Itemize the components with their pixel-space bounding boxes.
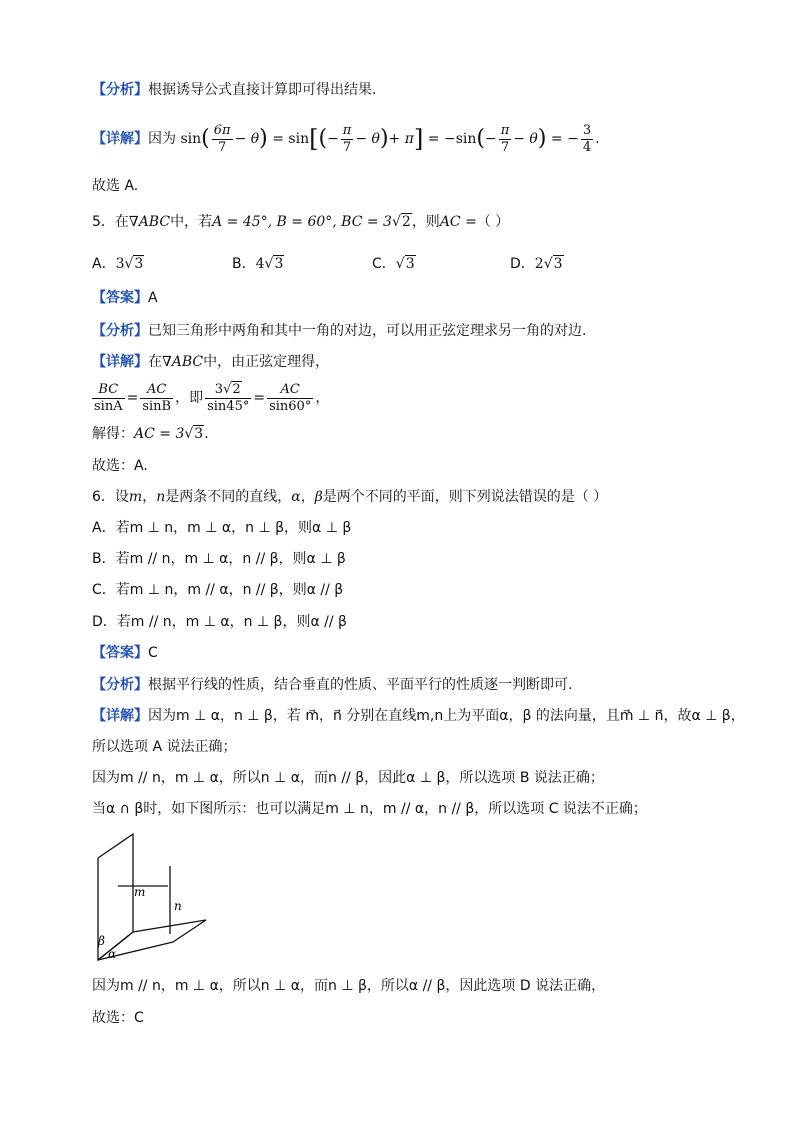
q6-detail-line-4: 当α ∩ β时，如下图所示：也可以满足m ⊥ n，m // α，n // β，所以选项 C 说法不正确； (92, 801, 647, 817)
q6-after-line-1: 因为m // n，m ⊥ α，所以n ⊥ α，而n ⊥ β，所以α // β，因此选项 D 说法正确， (92, 978, 606, 994)
q6-option-b: B．若m // n，m ⊥ α，n // β，则α ⊥ β (92, 551, 346, 567)
q6-conclusion: 故选：C (92, 1010, 144, 1026)
q6-option-a: A．若m ⊥ n，m ⊥ α，n ⊥ β，则α ⊥ β (92, 520, 352, 536)
q6-detail-line-2: 所以选项 A 说法正确； (92, 739, 237, 755)
q6-detail-line-1: 【详解】因为m ⊥ α，n ⊥ β，若 m⃗，n⃗ 分别在直线m,n上为平面α，β 的法向量，且m⃗ ⊥ n⃗，故α ⊥ β， (92, 708, 745, 724)
label-alpha: α (108, 947, 117, 961)
q6-detail-line-3: 因为m // n，m ⊥ α，所以n ⊥ α，而n // β，因此α ⊥ β，所以选项 B 说法正确； (92, 770, 604, 786)
q5-detail: 【详解】在∇ABC中，由正弦定理得， (92, 354, 330, 370)
q5-conclusion: 故选：A. (92, 458, 148, 474)
detail-tag: 【详解】 (92, 131, 148, 147)
q5-analysis: 【分析】已知三角形中两角和其中一角的对边，可以用正弦定理求另一角的对边. (92, 323, 587, 339)
analysis-tag: 【分析】 (92, 82, 148, 98)
q4-analysis-text: 根据诱导公式直接计算即可得出结果. (148, 82, 377, 98)
label-n: n (174, 899, 182, 913)
q5-option-a: A．3√3 (92, 256, 144, 272)
q6-stem: 6．设m，n是两条不同的直线，α，β是两个不同的平面，则下列说法错误的是（ ） (92, 489, 608, 505)
q5-solve: 解得：AC = 3√3. (92, 426, 209, 442)
q5-stem: 5．在∇ABC中，若A = 45°, B = 60°, BC = 3√2，则AC =（ ） (92, 214, 510, 230)
planes-figure (88, 830, 218, 970)
q6-answer: 【答案】C (92, 645, 158, 661)
q5-option-d: D．2√3 (510, 256, 563, 272)
q4-conclusion: 故选 A. (92, 178, 139, 194)
q6-option-c: C．若m ⊥ n，m // α，n // β，则α // β (92, 582, 344, 598)
q6-analysis: 【分析】根据平行线的性质，结合垂直的性质、平面平行的性质逐一判断即可. (92, 677, 573, 693)
q4-detail: 【详解】因为 sin( $\frac{6\pi}{7}$ − θ) = sin[(− $\frac{\pi}{7}$ − θ)+ π] = −sin(− $\frac{\pi}{7}$ − θ) = − $\frac{3}{4}$ . (92, 122, 600, 155)
frac-6pi-7: $\frac{6\pi}{7}$ (213, 122, 231, 155)
q5-sine-law: $\frac{BC}{\sin A}$ = $\frac{AC}{\sin B}$ ，即 $\frac{3√2}{\sin 45^\circ}$ = $\frac{AC}{\sin 60^\circ}$ ， (94, 381, 330, 414)
label-beta: β (98, 934, 105, 948)
q5-option-b: B．4√3 (232, 256, 284, 272)
q6-option-d: D．若m // n，m ⊥ α，n ⊥ β，则α // β (92, 614, 347, 630)
label-m: m (134, 885, 146, 899)
q5-option-c: C．√3 (372, 256, 415, 272)
q5-answer: 【答案】A (92, 290, 158, 306)
q4-analysis (92, 80, 376, 100)
